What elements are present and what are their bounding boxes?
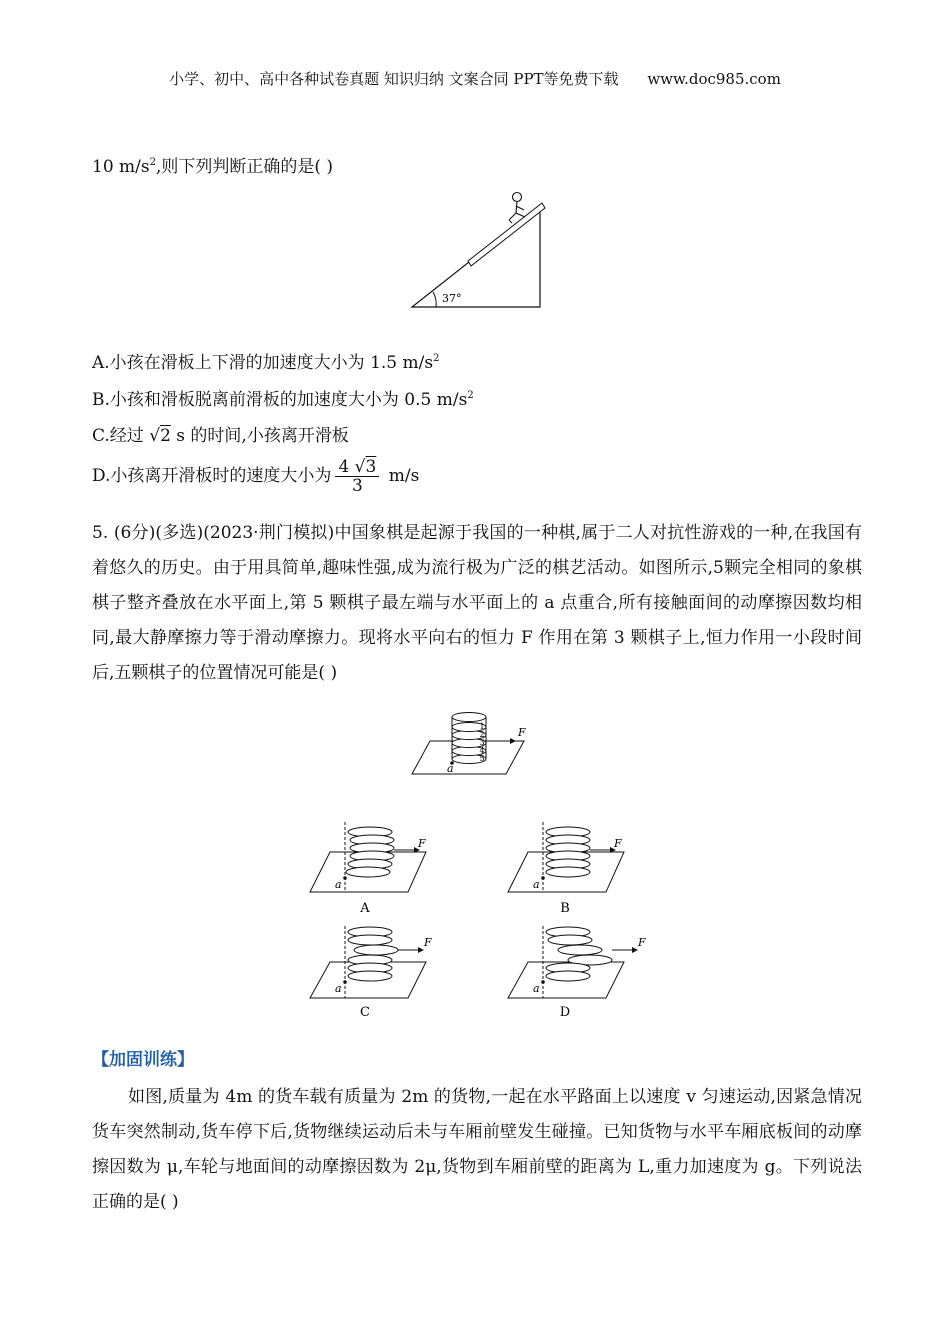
- q4-option-a[interactable]: A.小孩在滑板上下滑的加速度大小为 1.5 $m/s^2$: [92, 353, 440, 373]
- svg-text:a: a: [335, 878, 342, 891]
- q5-paragraph: 5. (6分)(多选)(2023·荆门模拟)中国象棋是起源于我国的一种棋,属于二人对抗性游戏的一种,在我国有着悠久的历史。由于用具简单,趣味性强,成为流行极为广泛的棋艺活动。如图所示,5颗完全相同的象棋棋子整齐叠放在水平面上,第 5 颗棋子最左端与水平面上的 a 点重合,所有接触面间的动摩擦因数均相同,最大静摩擦力等于滑动摩擦力。现将水平向右的恒力 F 作用在第 3 颗棋子上,恒力作用一小段时间后,五颗棋子的位置情况可能是( ): [92, 523, 862, 683]
- header-url[interactable]: www.doc985.com: [647, 70, 781, 88]
- q4-option-b[interactable]: B.小孩和滑板脱离前滑板的加速度大小为 0.5 $m/s^2$: [92, 390, 474, 410]
- svg-text:F: F: [424, 936, 432, 949]
- incline-figure: [400, 186, 560, 312]
- option-label-b: B: [560, 901, 570, 916]
- svg-text:1: 1: [479, 722, 485, 731]
- option-label-d: D: [559, 1005, 571, 1020]
- svg-text:2: 2: [479, 730, 485, 739]
- angle-label: 37°: [442, 292, 462, 305]
- practice-paragraph: 如图,质量为 4m 的货车载有质量为 2m 的货物,一起在水平路面上以速度 v 匀速运动,因紧急情况货车突然制动,货车停下后,货物继续运动后未与车厢前壁发生碰撞。已知货物与水平车厢底板间的动摩擦因数为 μ,车轮与地面间的动摩擦因数为 2μ,货物到车厢前壁的距离为 L,重力加速度为 g。下列说法正确的是( ): [92, 1087, 862, 1212]
- q4-option-d[interactable]: D.小孩离开滑板时的速度大小为 $\frac{4 √3}{3}$ m/s: [92, 457, 420, 496]
- force-label: F: [518, 726, 526, 739]
- option-label-a: A: [360, 901, 370, 916]
- svg-text:F: F: [614, 837, 622, 850]
- svg-text:3: 3: [479, 738, 485, 747]
- svg-text:4: 4: [479, 746, 485, 755]
- header-text: 小学、初中、高中各种试卷真题 知识归纳 文案合同 PPT等免费下载: [169, 70, 619, 88]
- chess-stack-figure: [410, 703, 545, 778]
- fraction: $\frac{4 √3}{3}$: [335, 458, 379, 495]
- svg-text:F: F: [418, 837, 426, 850]
- q4-option-c[interactable]: C.经过 √2 s 的时间,小孩离开滑板: [92, 426, 349, 446]
- page-header: [0, 68, 950, 89]
- svg-text:a: a: [533, 878, 540, 891]
- svg-text:5: 5: [479, 754, 485, 763]
- piece-top: [452, 713, 486, 722]
- option-label-c: C: [360, 1005, 370, 1020]
- practice-title: 【加固训练】: [92, 1050, 194, 1070]
- point-a-label: a: [447, 762, 454, 775]
- angle-arc: [433, 292, 436, 307]
- slide-board: [468, 203, 545, 266]
- svg-text:a: a: [335, 982, 342, 995]
- q4-stem-tail: 10 $m/s^2$,则下列判断正确的是( ): [92, 157, 334, 177]
- svg-text:F: F: [638, 936, 646, 949]
- q5-options-figure: [300, 822, 660, 1022]
- svg-text:a: a: [533, 982, 540, 995]
